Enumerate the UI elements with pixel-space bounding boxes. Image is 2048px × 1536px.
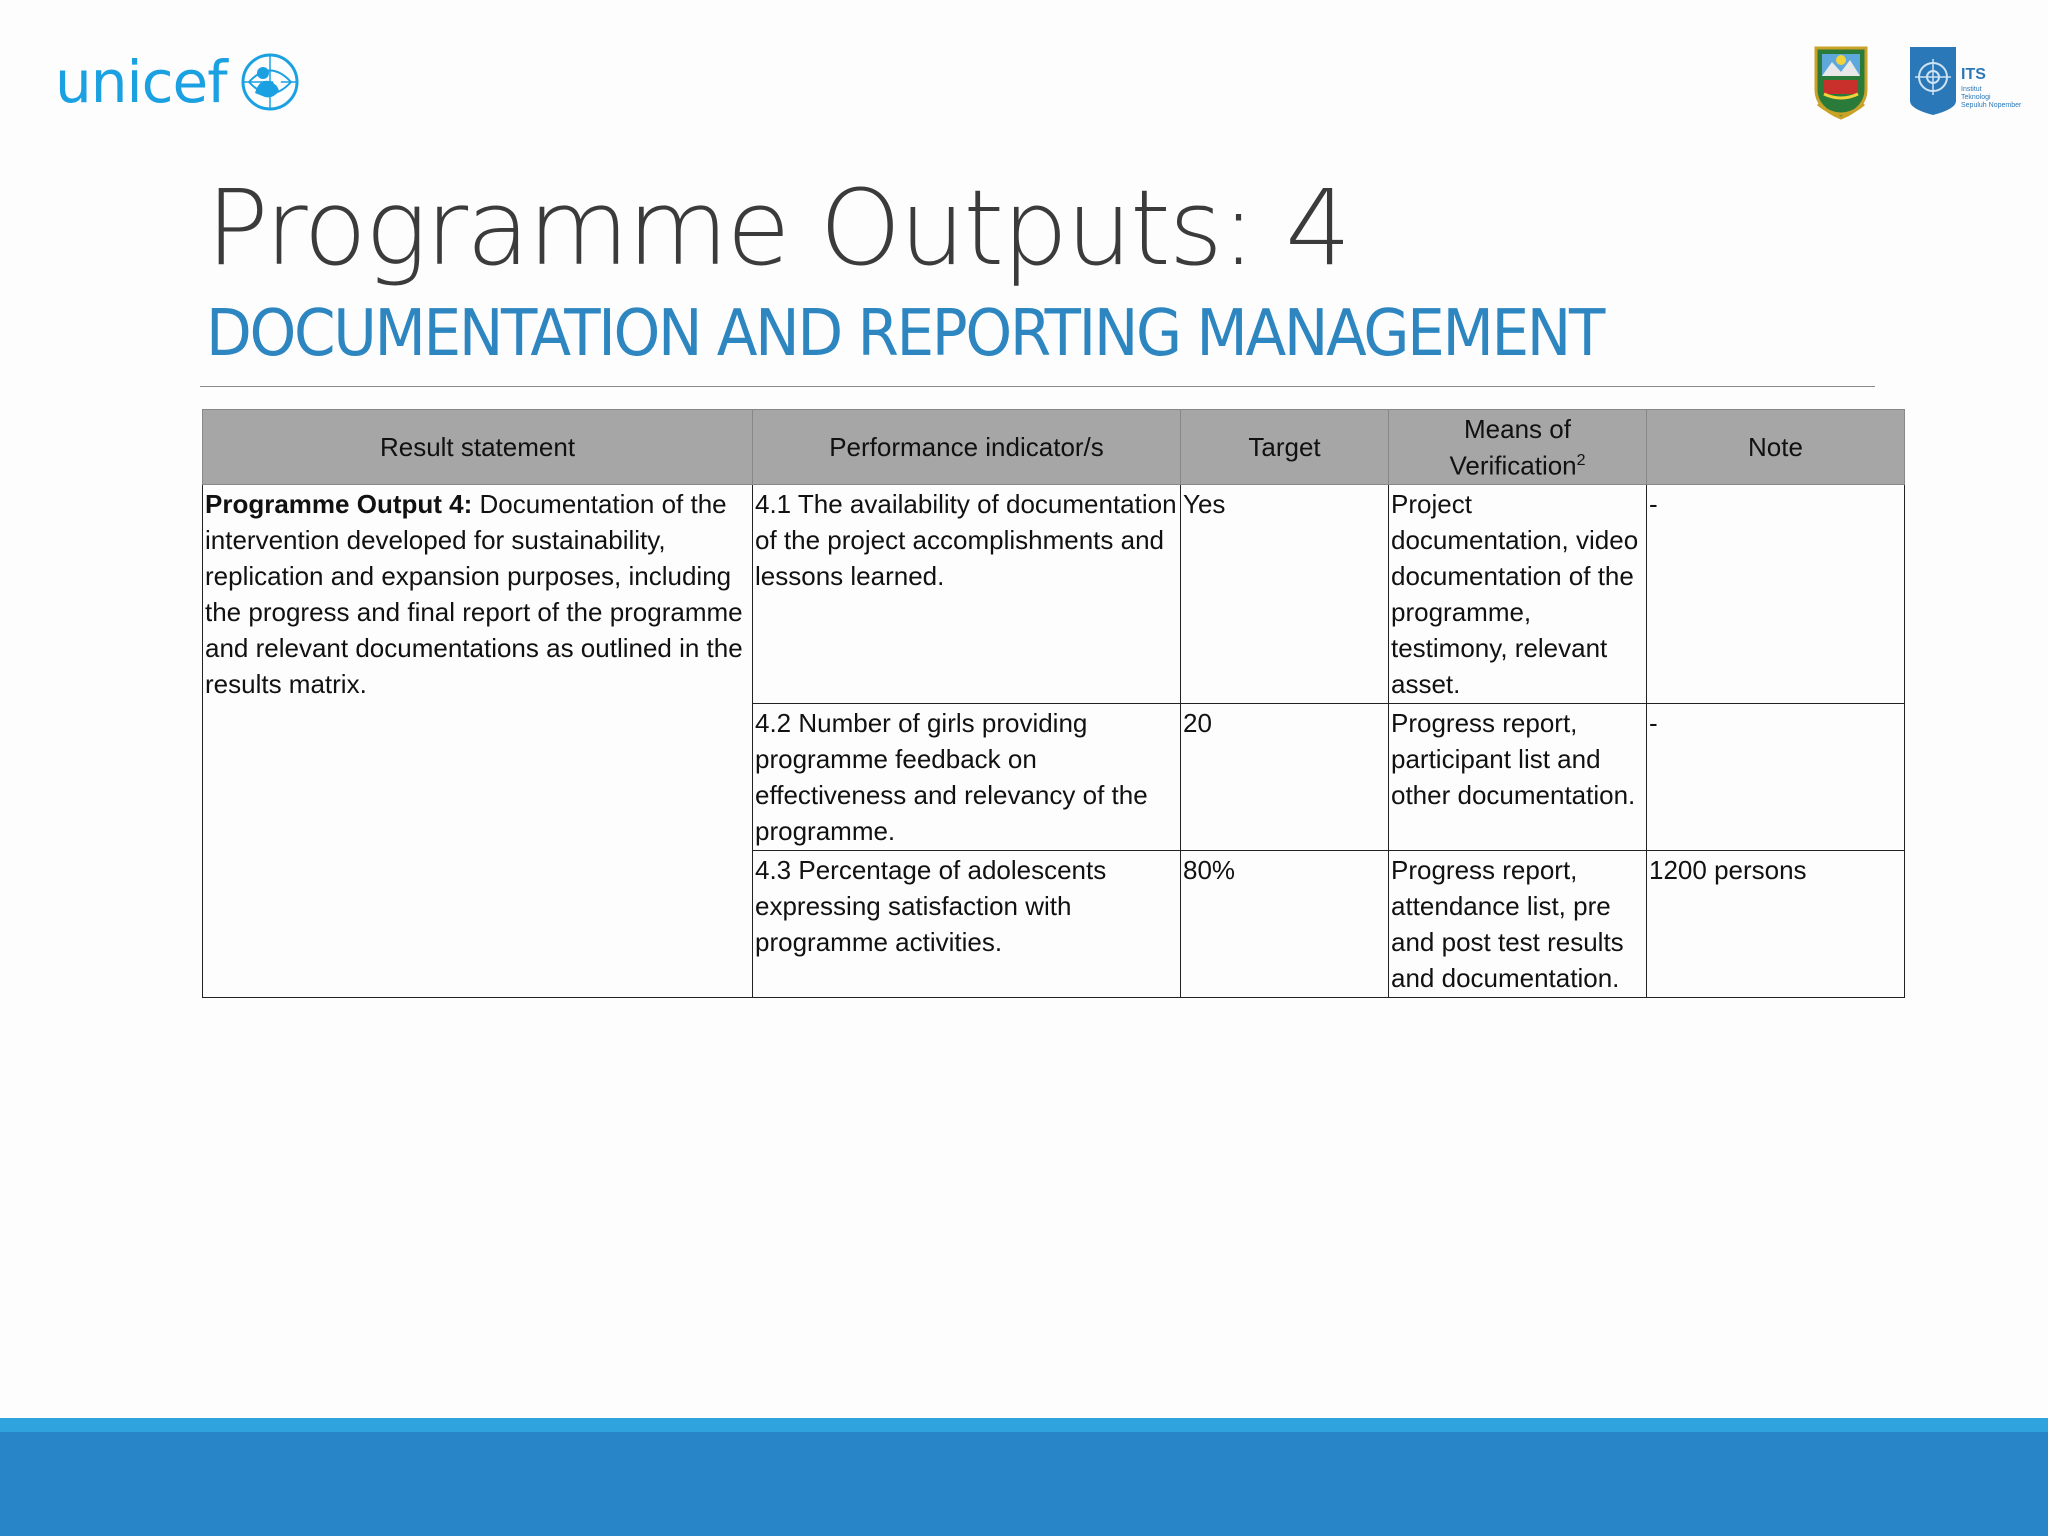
header-note: Note xyxy=(1647,410,1905,485)
slide-title: Programme Outputs: 4 xyxy=(206,167,1350,289)
header-means-of-verification xyxy=(1389,410,1647,485)
footer-bar xyxy=(0,1432,2048,1536)
its-line-3: Sepuluh Nopember xyxy=(1961,102,2022,109)
footnote-marker: 2 xyxy=(1576,451,1586,469)
east-java-emblem-icon xyxy=(1812,42,1870,120)
header-means-line1: Means of xyxy=(1464,413,1571,444)
target-cell: 80% xyxy=(1181,851,1389,998)
indicator-cell: 4.1 The availability of documentation of the project accomplishments and lessons learned. xyxy=(753,485,1181,704)
result-label: Programme Output 4: xyxy=(205,489,473,519)
indicator-cell: 4.2 Number of girls providing programme feedback on effectiveness and relevancy of the programme. xyxy=(753,704,1181,851)
unicef-wordmark: unicef xyxy=(55,48,227,116)
table-row xyxy=(203,485,1905,704)
its-abbr: ITS xyxy=(1961,66,1986,83)
its-logo-icon xyxy=(1910,45,2026,117)
header-performance-indicator: Performance indicator/s xyxy=(753,410,1181,485)
table-header-row xyxy=(203,410,1905,485)
unicef-emblem-icon xyxy=(239,51,301,113)
result-text: Documentation of the intervention developed for sustainability, replication and expansion purposes, including the progress and final report of the programme and relevant documentations as outlined in the results matrix. xyxy=(205,489,743,699)
target-cell: 20 xyxy=(1181,704,1389,851)
header-result-statement: Result statement xyxy=(203,410,753,485)
footer-accent-line xyxy=(0,1418,2048,1432)
means-cell: Progress report, attendance list, pre and post test results and documentation. xyxy=(1389,851,1647,998)
unicef-logo xyxy=(55,48,301,116)
partner-logos xyxy=(1812,42,2026,120)
note-cell: 1200 persons xyxy=(1647,851,1905,998)
indicator-cell: 4.3 Percentage of adolescents expressing satisfaction with programme activities. xyxy=(753,851,1181,998)
note-cell: - xyxy=(1647,485,1905,704)
result-statement-cell xyxy=(203,485,753,998)
its-line-1: Institut xyxy=(1961,86,1982,93)
means-cell: Project documentation, video documentation of the programme, testimony, relevant asset. xyxy=(1389,485,1647,704)
target-cell: Yes xyxy=(1181,485,1389,704)
header-means-line2: Verification xyxy=(1449,450,1577,481)
title-divider xyxy=(200,386,1875,387)
header-target: Target xyxy=(1181,410,1389,485)
means-cell: Progress report, participant list and other documentation. xyxy=(1389,704,1647,851)
note-cell: - xyxy=(1647,704,1905,851)
its-line-2: Teknologi xyxy=(1961,94,1991,101)
results-matrix-table xyxy=(202,409,1905,998)
slide-subtitle: DOCUMENTATION AND REPORTING MANAGEMENT xyxy=(206,297,1604,371)
